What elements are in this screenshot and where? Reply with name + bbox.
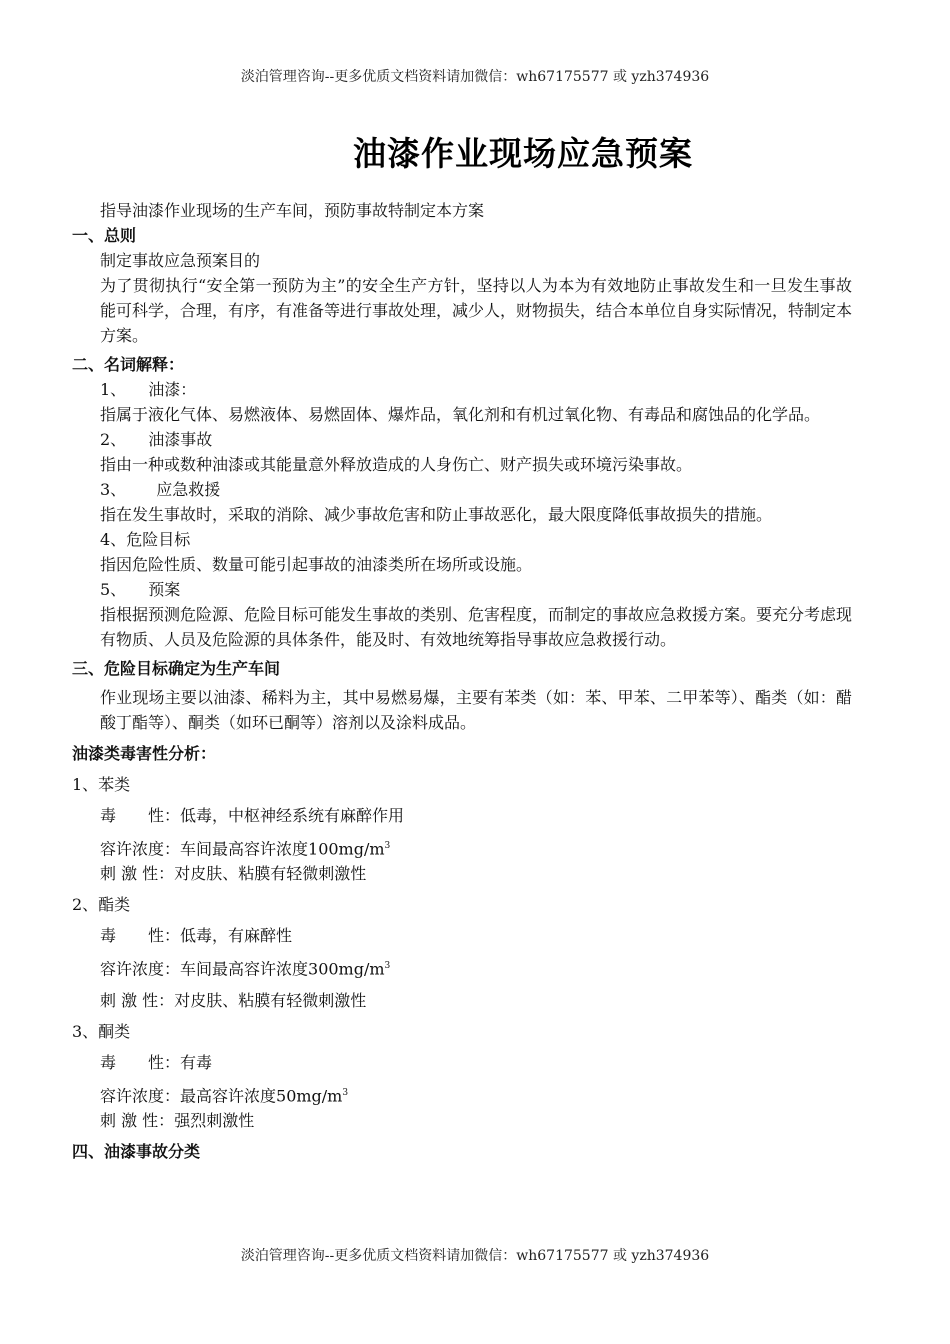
- concentration-label: 容许浓度：: [100, 959, 181, 979]
- concentration-value: 车间最高容许浓度300mg/m: [180, 959, 385, 979]
- toxicity-heading: 油漆类毒害性分析：: [72, 744, 217, 763]
- term-number: 4、: [100, 530, 127, 549]
- term-2: [72, 427, 852, 452]
- toxicity-label: 毒 性：: [100, 806, 181, 825]
- term-number: 2、: [100, 430, 127, 449]
- page-footer: 淡泊管理咨询--更多优质文档资料请加微信：wh67175577 或 yzh374936: [240, 1248, 710, 1264]
- concentration-label: 容许浓度：: [100, 1085, 181, 1105]
- term-4: [72, 527, 852, 552]
- term-5: [72, 577, 852, 602]
- term-3: [72, 477, 852, 502]
- term-label: 预案: [148, 580, 181, 599]
- concentration-row: [72, 834, 852, 861]
- unit-superscript: 3: [384, 961, 391, 972]
- intro-text: 指导油漆作业现场的生产车间，预防事故特制定本方案: [100, 201, 485, 220]
- document-body: [72, 198, 852, 1164]
- term-label: 油漆事故: [148, 430, 213, 449]
- unit-superscript: 3: [342, 1087, 349, 1098]
- toxicity-row: [72, 1050, 852, 1075]
- concentration-value: 车间最高容许浓度100mg/m: [180, 839, 385, 859]
- concentration-value: 最高容许浓度50mg/m: [180, 1085, 343, 1105]
- section-heading-accident-types: 四、油漆事故分类: [72, 1141, 201, 1161]
- term-definition: 指因危险性质、数量可能引起事故的油漆类所在场所或设施。: [100, 555, 533, 574]
- term-definition: 指在发生事故时，采取的消除、减少事故危害和防止事故恶化，最大限度降低事故损失的措施。: [100, 505, 773, 524]
- term-label: 油漆：: [148, 380, 197, 399]
- purpose-text: 为了贯彻执行“安全第一预防为主”的安全生产方针，坚持以人为本为有效地防止事故发生和一旦发生事故能可科学，合理，有序，有准备等进行事故处理，减少人，财物损失，结合本单位自身实际情况，特制定本方案。: [100, 276, 853, 345]
- purpose-subheading: 制定事故应急预案目的: [100, 251, 261, 270]
- concentration-label: 容许浓度：: [100, 839, 181, 859]
- irritation-label: 刺 激 性：: [100, 1110, 175, 1130]
- term-definition: 指属于液化气体、易燃液体、易燃固体、爆炸品，氧化剂和有机过氧化物、有毒品和腐蚀品的化学品。: [100, 405, 821, 424]
- concentration-row: [72, 1081, 852, 1108]
- toxicity-group-name: 2、酯类: [72, 895, 131, 915]
- term-number: 1、: [100, 380, 127, 399]
- irritation-row: [72, 1108, 852, 1133]
- hazard-target-text: 作业现场主要以油漆、稀料为主，其中易燃易爆，主要有苯类（如：苯、甲苯、二甲苯等）、酯类（如：醋酸丁酯等）、酮类（如环已酮等）溶剂以及涂料成品。: [100, 688, 852, 732]
- irritation-label: 刺 激 性：: [100, 990, 175, 1010]
- page-header: 淡泊管理咨询--更多优质文档资料请加微信：wh67175577 或 yzh374936: [240, 69, 710, 85]
- section-heading-terms: 二、名词解释：: [72, 355, 185, 374]
- section-heading-hazard-target: 三、危险目标确定为生产车间: [72, 659, 281, 678]
- irritation-value: 强烈刺激性: [174, 1110, 255, 1130]
- section-heading-general: 一、总则: [72, 226, 137, 245]
- term-number: 5、: [100, 580, 127, 599]
- concentration-row: [72, 954, 852, 981]
- toxicity-value: 低毒，中枢神经系统有麻醉作用: [180, 806, 405, 825]
- irritation-value: 对皮肤、粘膜有轻微刺激性: [174, 864, 367, 884]
- irritation-row: [72, 988, 852, 1013]
- term-label: 应急救援: [156, 480, 221, 499]
- toxicity-value: 有毒: [180, 1052, 213, 1072]
- toxicity-group-name: 1、苯类: [72, 775, 131, 794]
- toxicity-row: [72, 803, 852, 828]
- irritation-value: 对皮肤、粘膜有轻微刺激性: [174, 990, 367, 1010]
- term-label: 危险目标: [126, 530, 191, 549]
- term-1: [72, 377, 852, 402]
- term-number: 3、: [100, 480, 127, 499]
- irritation-row: [72, 861, 852, 886]
- term-definition: 指根据预测危险源、危险目标可能发生事故的类别、危害程度，而制定的事故应急救援方案。要充分考虑现有物质、人员及危险源的具体条件，能及时、有效地统筹指导事故应急救援行动。: [100, 605, 853, 649]
- irritation-label: 刺 激 性：: [100, 864, 175, 884]
- toxicity-group-name: 3、酮类: [72, 1021, 131, 1041]
- unit-superscript: 3: [384, 841, 391, 851]
- toxicity-label: 毒 性：: [100, 926, 181, 946]
- page-title: 油漆作业现场应急预案: [353, 134, 693, 173]
- term-definition: 指由一种或数种油漆或其能量意外释放造成的人身伤亡、财产损失或环境污染事故。: [100, 455, 693, 474]
- toxicity-label: 毒 性：: [100, 1052, 181, 1072]
- toxicity-value: 低毒，有麻醉性: [180, 926, 293, 946]
- toxicity-row: [72, 923, 852, 948]
